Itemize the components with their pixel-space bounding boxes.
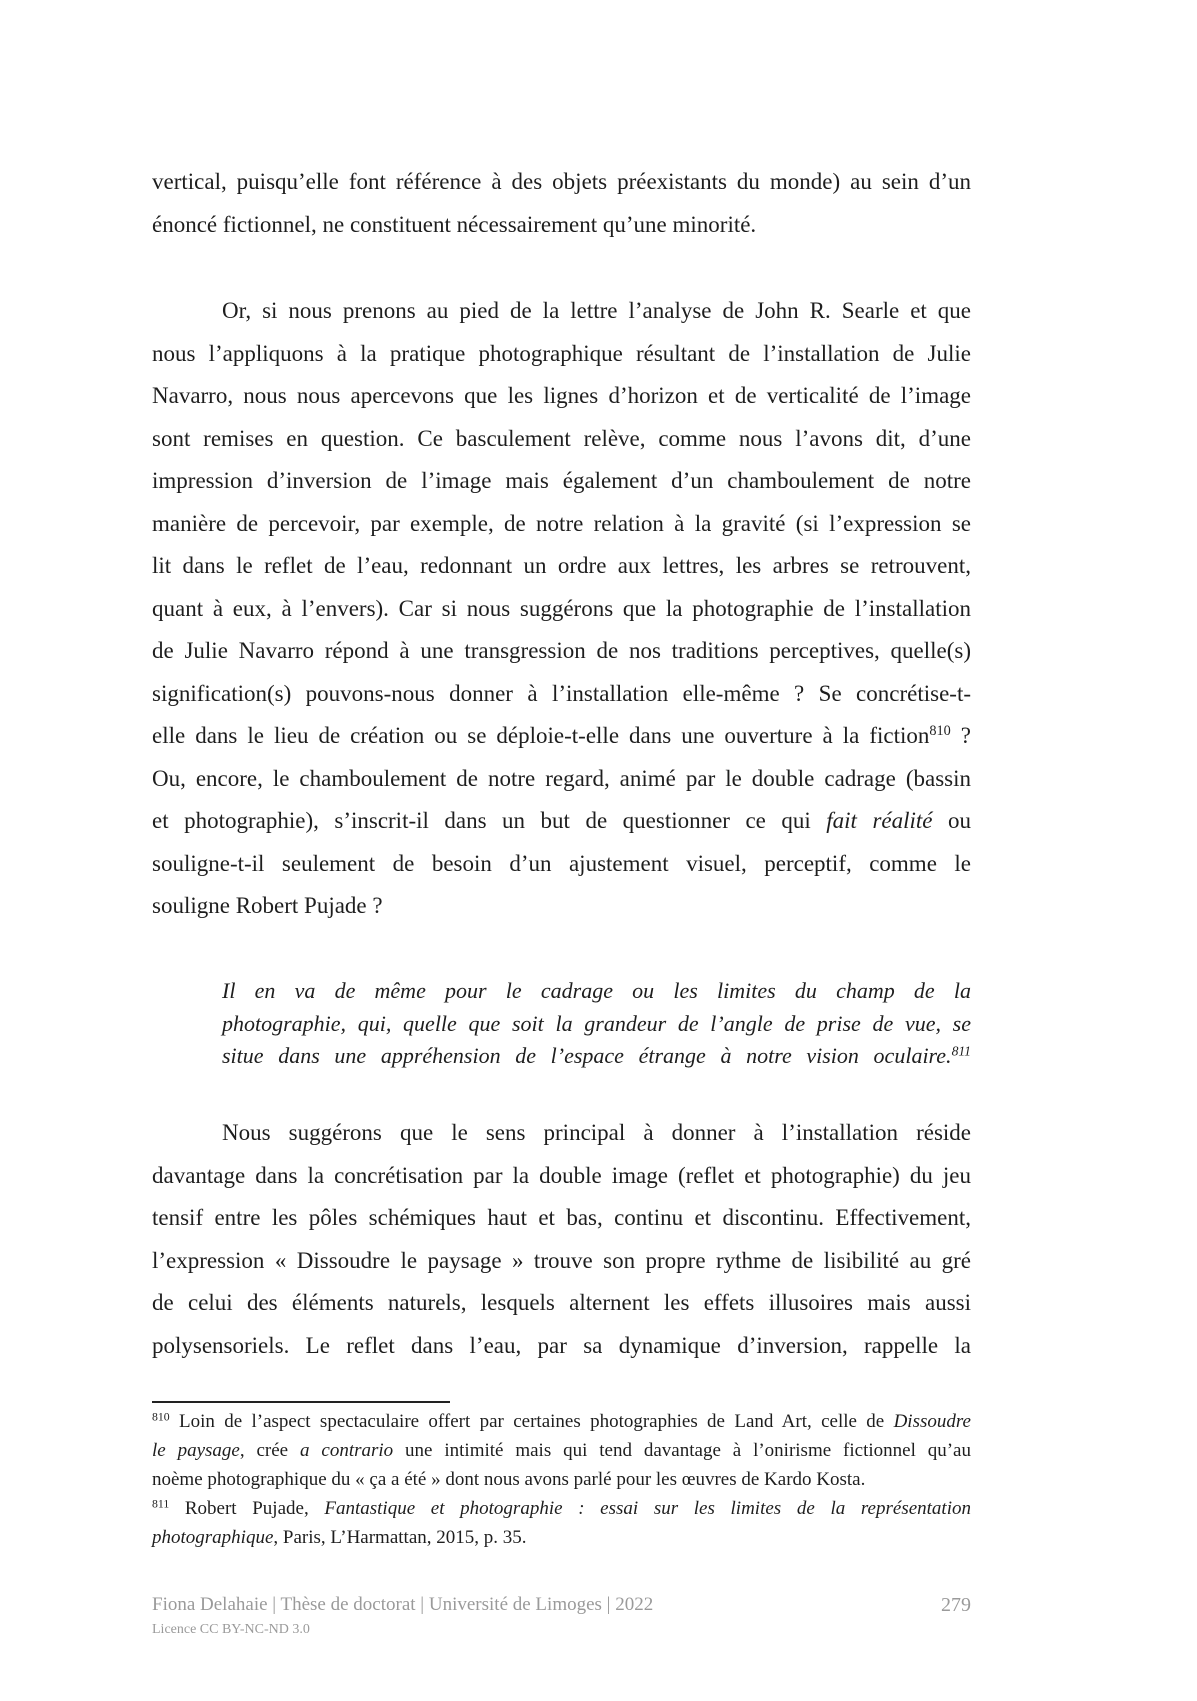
text: situe dans une appréhension de l’espace étrange à notre vision oculaire. [222,1043,952,1068]
footnote-ref[interactable]: 810 [929,723,951,740]
page-number: 279 [941,1594,971,1616]
text-line [152,758,971,801]
text: lit dans le reflet de l’eau, redonnant un ordre aux lettres, les arbres se retrouvent, [152,553,971,578]
text: noème photographique du « ça a été » dont nous avons parlé pour les œuvres de Kardo Kosta. [152,1469,866,1490]
text: Or, si nous prenons au pied de la lettre l’analyse de John R. Searle et que [222,298,971,323]
text: l’expression « Dissoudre le paysage » trouve son propre rythme de lisibilité au gré [152,1247,971,1273]
text: ou [932,808,971,833]
text: manière de percevoir, par exemple, de notre relation à la gravité (si l’expression se [152,510,971,536]
text-line [152,545,971,588]
text-line [152,588,971,631]
footnote-ref[interactable]: 811 [951,1043,971,1059]
text-line [152,843,971,886]
text: elle dans le lieu de création ou se déploie-t-elle dans une ouverture à la fiction [152,723,930,748]
text: Navarro, nous nous apercevons que les lignes d’horizon et de verticalité de l’image [152,383,971,408]
text: de celui des éléments naturels, lesquels alternent les effets illusoires mais aussi [152,1290,971,1315]
paragraph-1 [152,161,971,246]
text: ? [950,723,971,748]
italic-text: Fantastique et photographie : essai sur les limites de la représentation [324,1498,971,1519]
text: signification(s) pouvons-nous donner à l’installation elle-même ? Se concrétise-t- [152,680,971,706]
text-line [152,1197,971,1240]
text-line [222,1040,971,1073]
text: vertical, puisqu’elle font référence à des objets préexistants du monde) au sein d’un [152,169,971,194]
text-line [222,975,971,1008]
text-line [152,375,971,418]
text-line [152,1325,971,1368]
italic-text: le paysage [152,1440,240,1461]
text: tensif entre les pôles schémiques haut et bas, continu et discontinu. Effectivement, [152,1205,971,1230]
text-line [152,1523,971,1552]
text-line [152,1112,971,1155]
text: Ou, encore, le chamboulement de notre regard, animé par le double cadrage (bassin [152,765,971,791]
footnote-ref[interactable]: 811 [152,1497,170,1511]
text: souligne-t-il seulement de besoin d’un ajustement visuel, perceptif, comme le [152,850,971,876]
footer-citation: Fiona Delahaie | Thèse de doctorat | Université de Limoges | 2022 [152,1594,654,1615]
text: Robert Pujade, [169,1498,325,1519]
italic-text: a contrario [300,1440,394,1461]
text: polysensoriels. Le reflet dans l’eau, par sa dynamique d’inversion, rappelle la [152,1332,971,1358]
text-line [152,1240,971,1283]
text: Il en va de même pour le cadrage ou les limites du champ de la [222,978,971,1003]
text-line [152,418,971,461]
paragraph-3 [152,1112,971,1367]
text-line [152,333,971,376]
text-line [152,290,971,333]
footnote-ref[interactable]: 810 [152,1410,170,1424]
text-line [152,161,971,204]
text: de Julie Navarro répond à une transgression de nos traditions perceptives, quelle(s) [152,638,971,663]
text-line [152,673,971,716]
text-line [152,1436,971,1465]
footnotes [152,1407,971,1552]
italic-text: Dissoudre [893,1411,971,1432]
text-line [152,1282,971,1325]
text-line [152,1407,971,1436]
text: impression d’inversion de l’image mais également d’un chamboulement de notre [152,468,971,493]
text-line [152,715,971,758]
page-footer [152,1594,971,1617]
text: énoncé fictionnel, ne constituent nécessairement qu’une minorité. [152,211,757,237]
footnote-separator [152,1401,450,1403]
text: davantage dans la concrétisation par la double image (reflet et photographie) du jeu [152,1162,971,1188]
text: Loin de l’aspect spectaculaire offert par certaines photographies de Land Art, celle de [169,1411,894,1432]
text-line [152,800,971,843]
text: nous l’appliquons à la pratique photographique résultant de l’installation de Julie [152,340,971,366]
block-quote [222,975,971,1073]
text: , Paris, L’Harmattan, 2015, p. 35. [273,1527,527,1548]
text: sont remises en question. Ce basculement relève, comme nous l’avons dit, d’une [152,425,971,451]
text: quant à eux, à l’envers). Car si nous suggérons que la photographie de l’installation [152,595,971,621]
text-line [152,630,971,673]
text-line [152,1155,971,1198]
text: souligne Robert Pujade ? [152,893,383,918]
text-line [152,204,971,247]
text-line [152,885,971,928]
text-line [152,1494,971,1523]
text: , crée [239,1440,300,1461]
italic-text: fait réalité [826,808,933,833]
italic-text: photographique [152,1527,274,1548]
text-line [152,460,971,503]
footer-licence: Licence CC BY-NC-ND 3.0 [152,1622,310,1637]
text-line [222,1008,971,1041]
text: Nous suggérons que le sens principal à donner à l’installation réside [222,1120,971,1145]
text-line [152,1465,971,1494]
text: et photographie), s’inscrit-il dans un but de questionner ce qui [152,808,827,833]
paragraph-2 [152,290,971,928]
text: une intimité mais qui tend davantage à l’onirisme fictionnel qu’au [393,1440,971,1461]
text: photographie, qui, quelle que soit la grandeur de l’angle de prise de vue, se [222,1010,971,1036]
text-line [152,503,971,546]
